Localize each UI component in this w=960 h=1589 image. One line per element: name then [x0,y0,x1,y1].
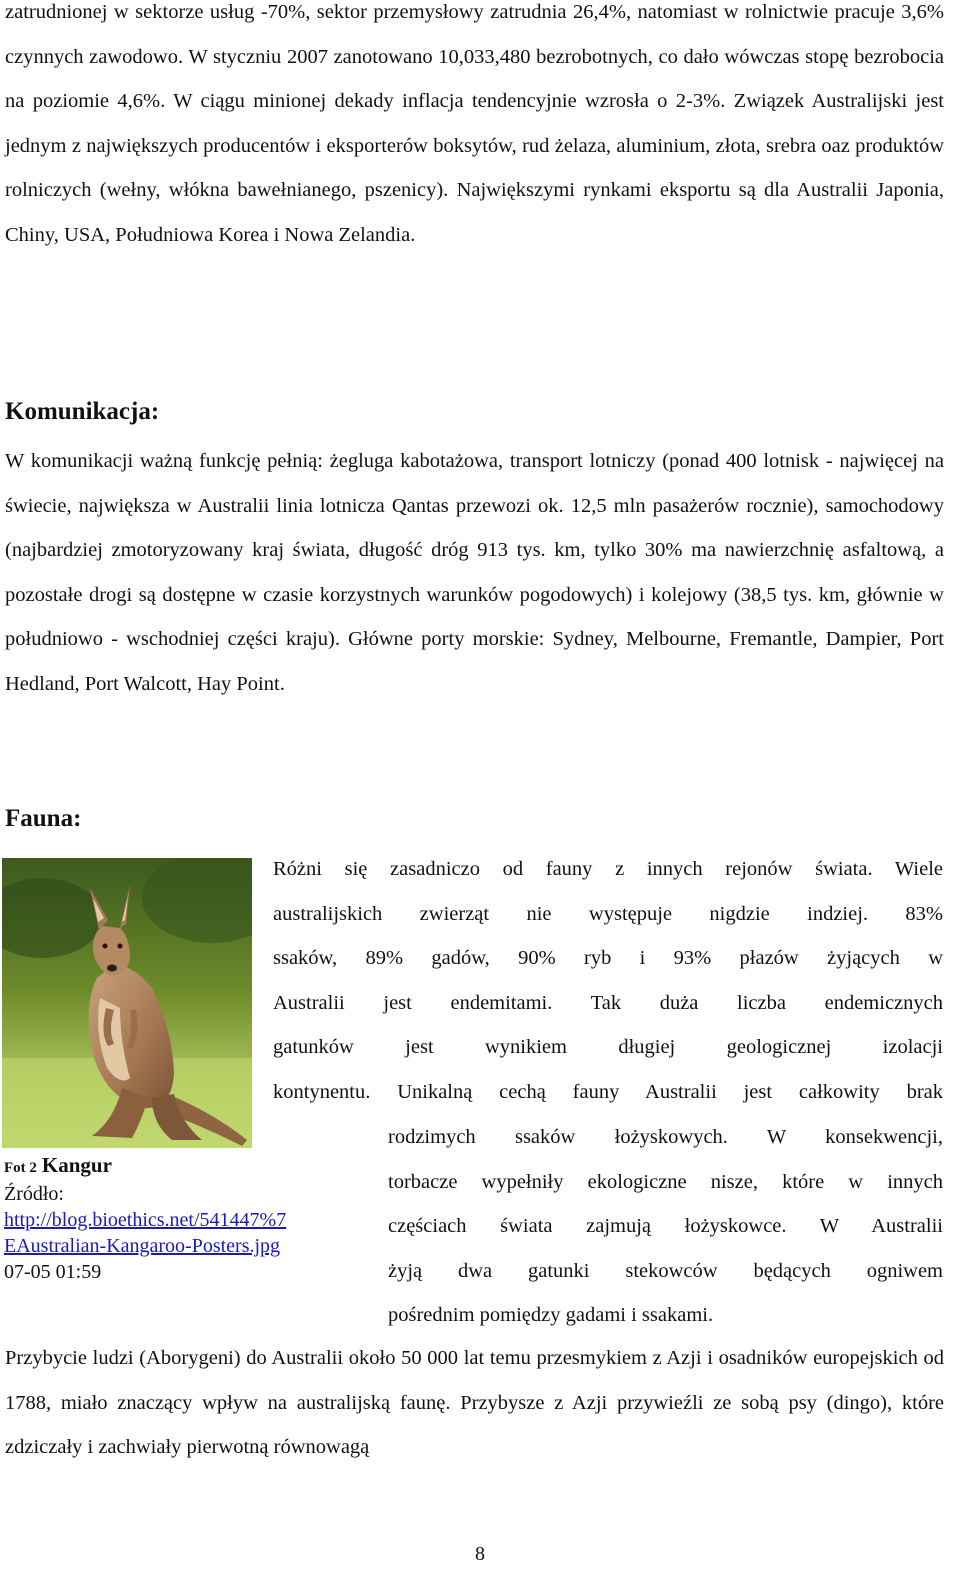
closing-paragraph: Przybycie ludzi (Aborygeni) do Australii około 50 000 lat temu przesmykiem z Azji i osadników europejskich od 1788, miało znaczący wpływ na australijską faunę. Przybysze z Azji przywieźli ze sobą psy (dingo), które zdziczały i zachwiały pierwotną równowagą [5,1347,944,1459]
caption-label: Fot 2 [4,1160,37,1176]
fauna-line: gatunków jest wynikiem długiej geologicznej izolacji [273,1036,943,1059]
fauna-line: pośrednim pomiędzy gadami i ssakami. [388,1304,714,1327]
kangaroo-photo [2,858,252,1148]
komunikacja-paragraph: W komunikacji ważną funkcję pełnią: żegluga kabotażowa, transport lotniczy (ponad 400 lotnisk - najwięcej na świecie, największa w Australii linia lotnicza Qantas przewozi ok. 12,5 mln pasażerów rocznie), samochodowy (najbardziej zmotoryzowany kraj świata, długość dróg 913 tys. km, tylko 30% ma nawierzchnię asfaltową, a pozostałe drogi są dostępne w czasie korzystnych warunków pogodowych) i kolejowy (38,5 tys. km, głównie w południowo - wschodniej części kraju). Główne porty morskie: Sydney, Melbourne, Fremantle, Dampier, Port Hedland, Port Walcott, Hay Point. [5,450,944,695]
photo-caption [4,1152,369,1285]
source-link-line2: EAustralian-Kangaroo-Posters.jpg [4,1235,281,1257]
fauna-line: żyją dwa gatunki stekowców będących ogniwem [388,1259,943,1282]
fauna-line: Różni się zasadniczo od fauny z innych rejonów świata. Wiele [273,858,943,880]
fauna-line: rodzimych ssaków łożyskowych. W konsekwencji, [388,1126,943,1148]
source-link-line1: http://blog.bioethics.net/541447%7 [4,1209,287,1231]
caption-date: 07-05 01:59 [4,1261,102,1283]
fauna-line: ssaków, 89% gadów, 90% ryb i 93% płazów żyjących w [273,947,943,970]
fauna-heading: Fauna: [5,805,82,832]
caption-title: Kangur [41,1153,112,1177]
caption-source-label: Źródło: [4,1183,64,1205]
fauna-line: kontynentu. Unikalną cechą fauny Australii jest całkowity brak [273,1080,943,1103]
fauna-line: australijskich zwierząt nie występuje nigdzie indziej. 83% [273,902,943,925]
page-number: 8 [475,1543,485,1565]
fauna-line: częściach świata zajmują łożyskowce. W Australii [388,1215,943,1238]
intro-paragraph: zatrudnionej w sektorze usług -70%, sektor przemysłowy zatrudnia 26,4%, natomiast w rolnictwie pracuje 3,6% czynnych zawodowo. W styczniu 2007 zanotowano 10,033,480 bezrobotnych, co dało wówczas stopę bezrobocia na poziomie 4,6%. W ciągu minionej dekady inflacja tendencyjnie wzrosła o 2-3%. Związek Australijski jest jednym z największych producentów i eksporterów boksytów, rud żelaza, aluminium, złota, srebra oaz produktów rolniczych (wełny, włókna bawełnianego, pszenicy). Największymi rynkami eksportu są dla Australii Japonia, Chiny, USA, Południowa Korea i Nowa Zelandia. [5,1,944,246]
fauna-line: Australii jest endemitami. Tak duża liczba endemicznych [273,991,943,1014]
fauna-line: torbacze wypełniły ekologiczne nisze, które w innych [388,1170,943,1193]
fauna-paragraph-lower [388,1115,943,1338]
komunikacja-heading: Komunikacja: [5,398,160,425]
source-link[interactable] [4,1209,286,1257]
fauna-paragraph-upper [273,847,943,1115]
